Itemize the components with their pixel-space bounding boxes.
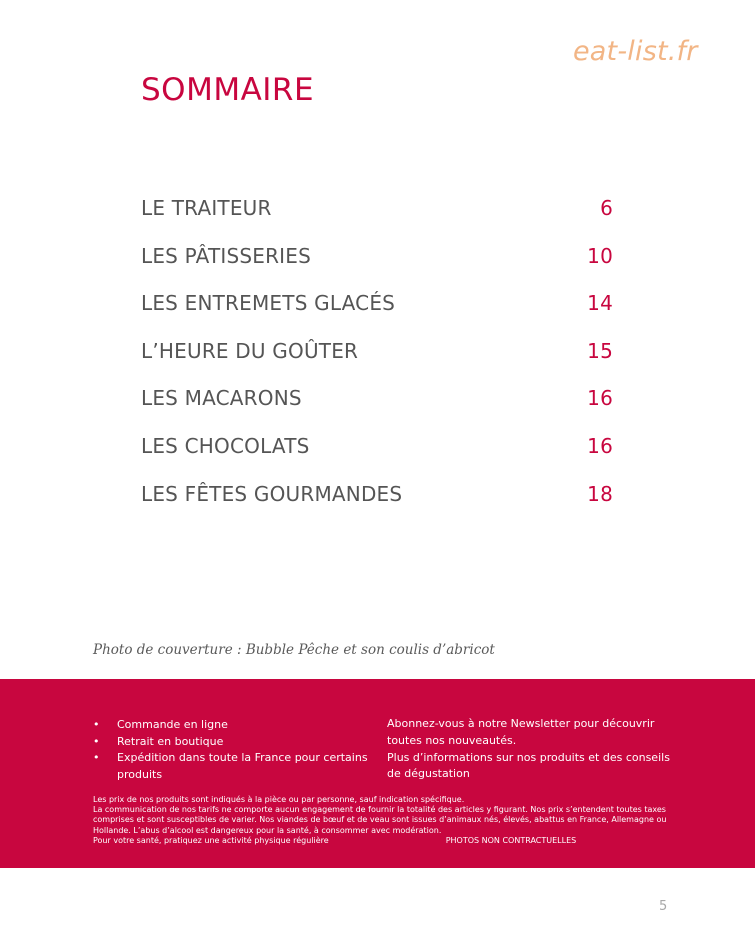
toc-item-label: LES CHOCOLATS: [141, 433, 310, 458]
service-item-store-pickup: [93, 734, 373, 751]
toc-item-traiteur[interactable]: [141, 196, 613, 244]
toc-item-page: 10: [587, 243, 613, 268]
legal-health: Pour votre santé, pratiquez une activité physique régulière: [93, 835, 329, 845]
bullet-icon: •: [93, 718, 100, 731]
toc-item-heure-du-gouter[interactable]: [141, 339, 613, 387]
watermark: eat-list.fr: [573, 36, 698, 67]
toc-item-label: LE TRAITEUR: [141, 196, 272, 220]
service-item-label: Expédition dans toute la France pour certains produits: [117, 751, 368, 781]
service-item-online-order: [93, 717, 373, 734]
newsletter-subscribe: Abonnez-vous à notre Newsletter pour découvrir toutes nos nouveautés.: [387, 717, 655, 747]
photos-notice: PHOTOS NON CONTRACTUELLES: [445, 835, 577, 845]
toc-item-page: 16: [587, 386, 613, 411]
table-of-contents: [141, 196, 613, 529]
legal-prices: Les prix de nos produits sont indiqués à la pièce ou par personne, sauf indication spécifique.: [93, 795, 465, 804]
toc-item-page: 14: [587, 291, 613, 316]
toc-item-label: L’HEURE DU GOÛTER: [141, 338, 359, 363]
service-item-shipping: [93, 750, 373, 783]
bullet-icon: •: [93, 734, 100, 748]
legal-notice: [93, 795, 673, 846]
toc-item-page: 6: [600, 196, 613, 220]
toc-item-fetes-gourmandes[interactable]: [141, 482, 613, 530]
toc-item-macarons[interactable]: [141, 386, 613, 434]
services-list: [93, 717, 373, 783]
bullet-icon: •: [93, 751, 100, 764]
toc-item-page: 15: [587, 338, 613, 363]
service-item-label: Commande en ligne: [117, 718, 228, 731]
page-title: SOMMAIRE: [141, 72, 315, 108]
newsletter-text: [387, 716, 677, 783]
toc-item-label: LES PÂTISSERIES: [141, 243, 312, 268]
service-item-label: Retrait en boutique: [117, 734, 224, 748]
toc-item-label: LES FÊTES GOURMANDES: [141, 481, 403, 506]
page-number: 5: [659, 899, 668, 914]
legal-communication: La communication de nos tarifs ne comporte aucun engagement de fournir la totalité des articles y figurant. Nos prix s’entendent toutes taxes comprises et sont susceptibles de varier. Nos viandes de bœuf et de veau sont issues d’animaux nés, élevés, abattus en France, Allemagne ou Hollande. L’abus d’alcool est dangereux pour la santé, à consommer avec modération.: [93, 805, 667, 835]
newsletter-info: Plus d’informations sur nos produits et des conseils de dégustation: [387, 750, 670, 781]
toc-item-patisseries[interactable]: [141, 244, 613, 292]
toc-item-chocolats[interactable]: [141, 434, 613, 482]
toc-item-label: LES ENTREMETS GLACÉS: [141, 291, 396, 316]
legal-last-line: [93, 836, 673, 846]
footer-band: [0, 679, 755, 868]
toc-item-entremets-glaces[interactable]: [141, 291, 613, 339]
toc-item-page: 18: [587, 481, 613, 506]
toc-item-page: 16: [587, 433, 613, 458]
cover-photo-caption: Photo de couverture : Bubble Pêche et son coulis d’abricot: [93, 642, 495, 658]
toc-item-label: LES MACARONS: [141, 386, 302, 411]
